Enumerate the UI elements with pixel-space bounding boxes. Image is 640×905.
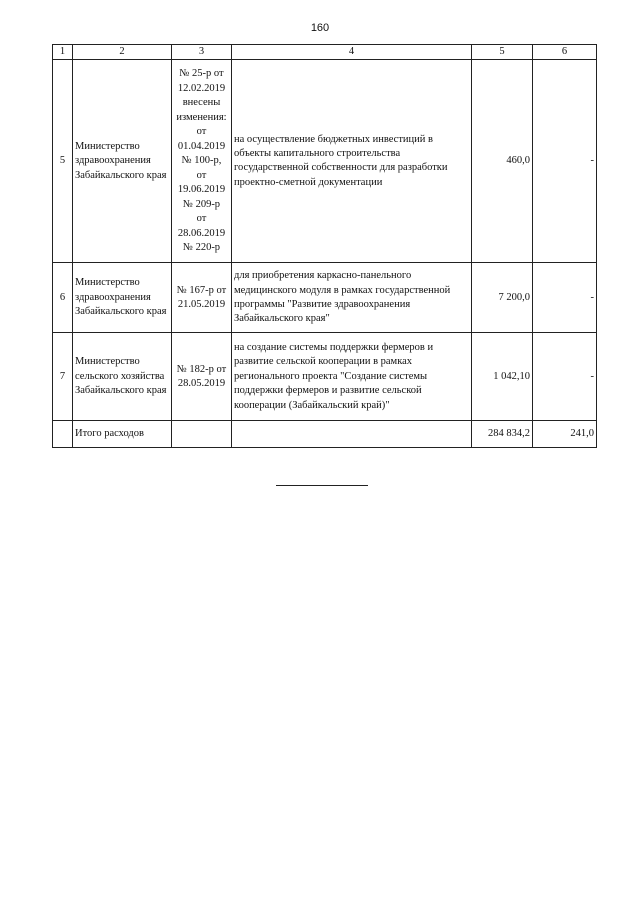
row-number: 5	[53, 60, 73, 263]
purpose-cell: на создание системы поддержки фермеров и развитие сельской кооперации в рамках регионального проекта "Создание системы поддержки фермеров и развитие сельской кооперации (Забайкальский край)"	[232, 333, 472, 421]
total-label: Итого расходов	[73, 421, 172, 448]
table-row	[53, 263, 597, 333]
executed-cell: -	[533, 263, 597, 333]
page-number: 160	[310, 22, 330, 34]
legal-act-cell: № 25-р от 12.02.2019 внесены изменения: от 01.04.2019 № 100-р, от 19.06.2019 № 209-р от 28.06.2019 № 220-р	[172, 60, 232, 263]
executed-cell: -	[533, 333, 597, 421]
total-empty-cell	[232, 421, 472, 448]
row-number: 6	[53, 263, 73, 333]
column-header: 5	[472, 45, 533, 60]
organization-cell: Министерство сельского хозяйства Забайкальского края	[73, 333, 172, 421]
executed-cell: -	[533, 60, 597, 263]
column-header: 3	[172, 45, 232, 60]
purpose-cell: на осуществление бюджетных инвестиций в объекты капитального строительства государственной собственности для разработки проектно-сметной документации	[232, 60, 472, 263]
total-executed: 241,0	[533, 421, 597, 448]
total-row	[53, 421, 597, 448]
column-header: 1	[53, 45, 73, 60]
legal-act-cell: № 182-р от 28.05.2019	[172, 333, 232, 421]
amount-cell: 460,0	[472, 60, 533, 263]
total-empty-cell	[172, 421, 232, 448]
amount-cell: 7 200,0	[472, 263, 533, 333]
amount-cell: 1 042,10	[472, 333, 533, 421]
total-amount: 284 834,2	[472, 421, 533, 448]
organization-cell: Министерство здравоохранения Забайкальского края	[73, 263, 172, 333]
organization-cell: Министерство здравоохранения Забайкальского края	[73, 60, 172, 263]
total-spacer	[53, 421, 73, 448]
expenses-table	[52, 44, 597, 448]
column-header: 6	[533, 45, 597, 60]
legal-act-cell: № 167-р от 21.05.2019	[172, 263, 232, 333]
purpose-cell: для приобретения каркасно-панельного медицинского модуля в рамках государственной программы "Развитие здравоохранения Забайкальского края"	[232, 263, 472, 333]
column-header: 2	[73, 45, 172, 60]
row-number: 7	[53, 333, 73, 421]
table-row	[53, 60, 597, 263]
column-header: 4	[232, 45, 472, 60]
table-row	[53, 333, 597, 421]
closing-rule	[276, 485, 368, 486]
table-header-row	[53, 45, 597, 60]
